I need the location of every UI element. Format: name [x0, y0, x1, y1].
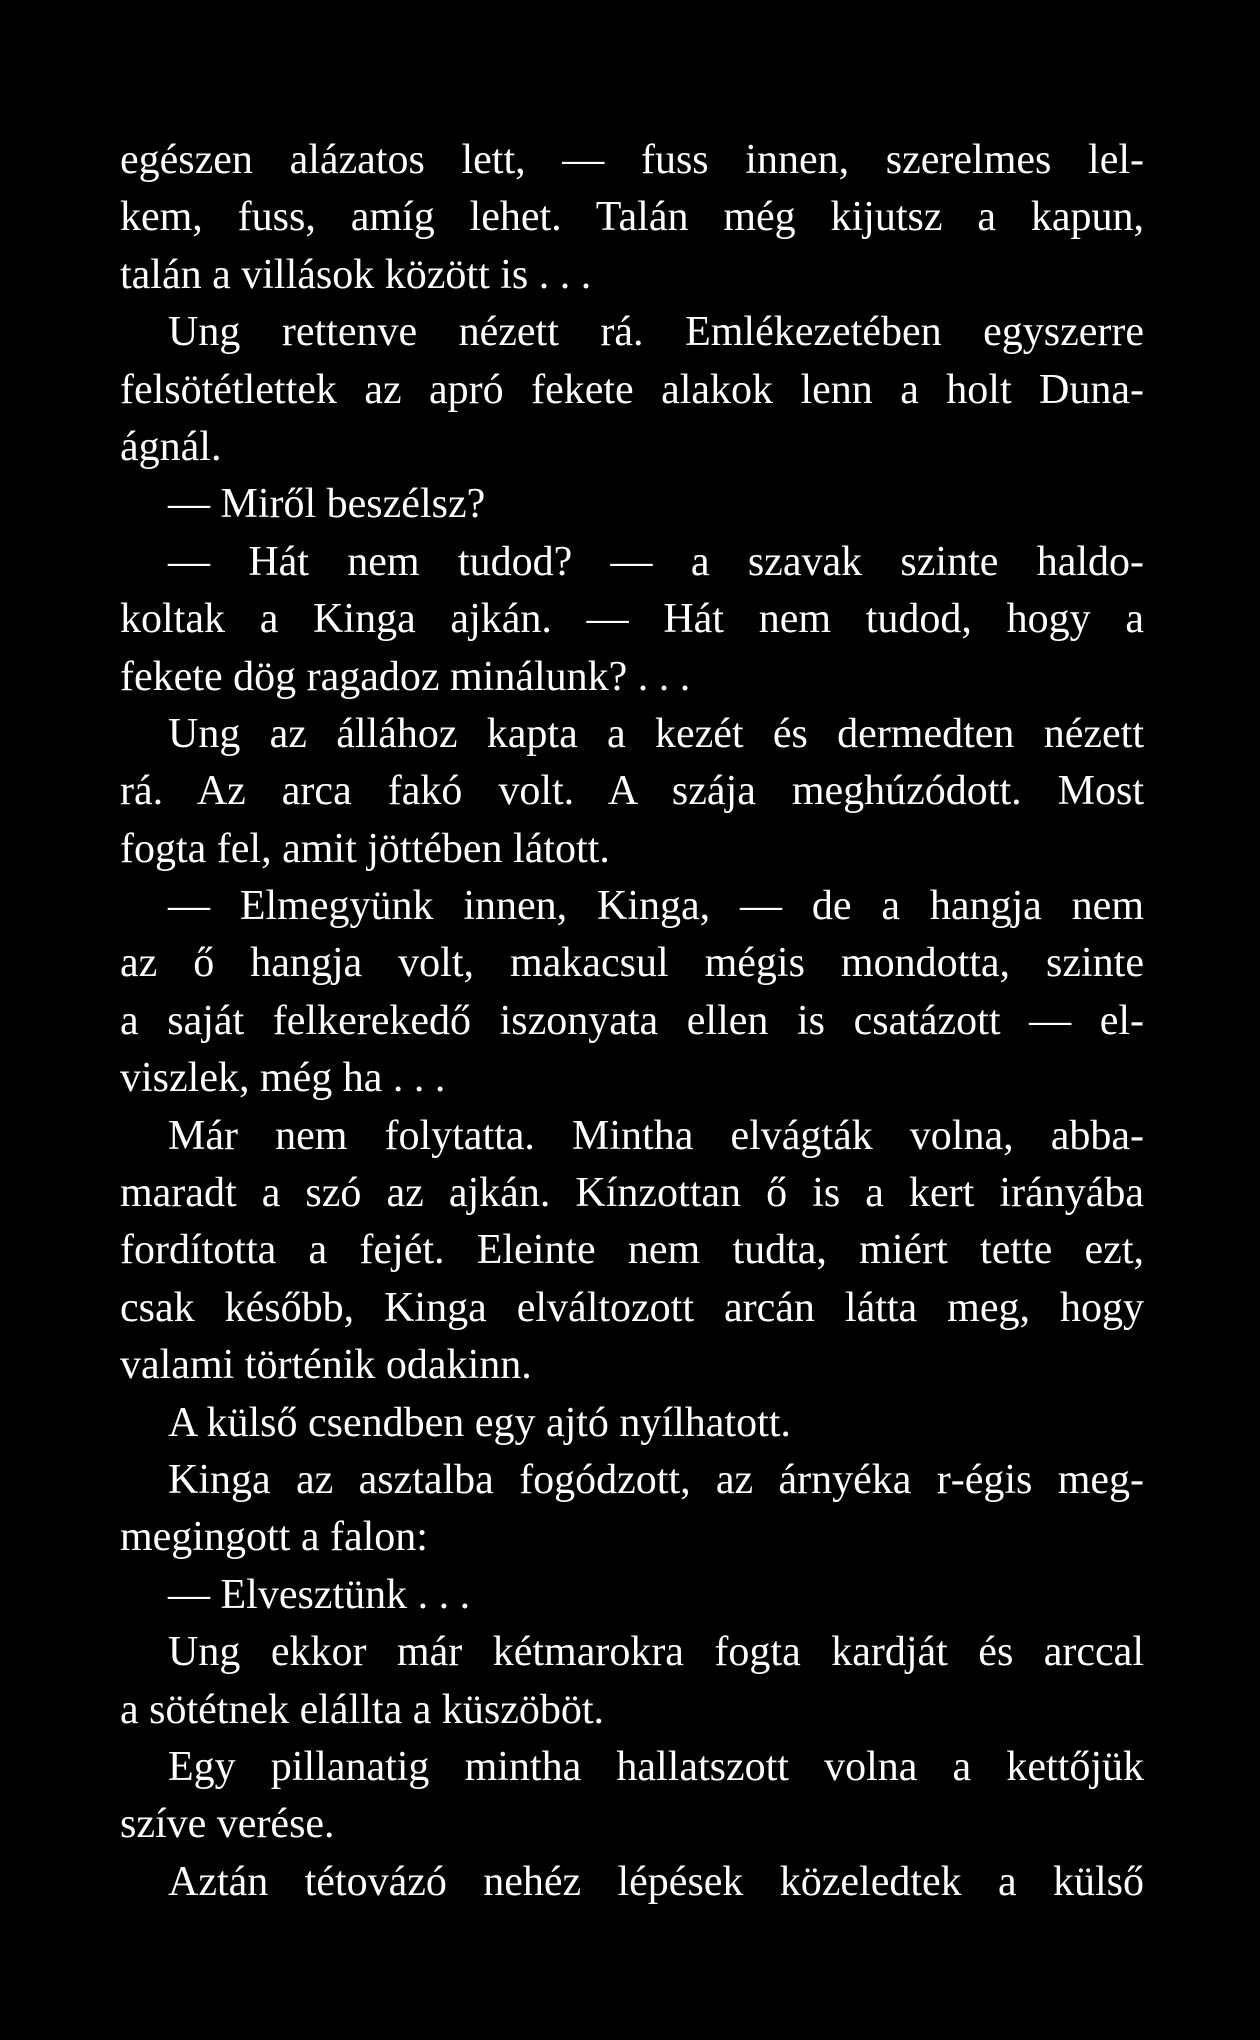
text-line: Ung rettenve nézett rá. Emlékezetében egyszerre — [168, 309, 1144, 356]
text-line: Már nem folytatta. Mintha elvágták volna, abba- — [168, 1112, 1144, 1159]
text-line: Aztán tétovázó nehéz lépések közeledtek a külső — [168, 1858, 1144, 1905]
text-line: fekete dög ragadoz minálunk? . . . — [120, 653, 691, 700]
text-line: az ő hangja volt, makacsul mégis mondotta, szinte — [120, 940, 1144, 987]
text-line: — Elvesztünk . . . — [168, 1571, 471, 1618]
body-text — [120, 132, 1144, 1911]
text-line: egészen alázatos lett, — fuss innen, szerelmes lel- — [120, 137, 1144, 183]
text-line: viszlek, még ha . . . — [120, 1055, 446, 1102]
text-line: A külső csendben egy ajtó nyílhatott. — [168, 1399, 791, 1446]
text-line: koltak a Kinga ajkán. — Hát nem tudod, hogy a — [120, 596, 1144, 643]
text-line: talán a villások között is . . . — [120, 251, 592, 298]
text-line: — Hát nem tudod? — a szavak szinte haldo- — [168, 538, 1144, 585]
text-line: rá. Az arca fakó volt. A szája meghúzódott. Most — [120, 768, 1144, 815]
text-line: szíve verése. — [120, 1801, 335, 1848]
text-line: valami történik odakinn. — [120, 1342, 532, 1389]
text-line: a saját felkerekedő iszonyata ellen is csatázott — el- — [120, 997, 1144, 1044]
text-line: fordította a fejét. Eleinte nem tudta, miért tette ezt, — [120, 1227, 1144, 1274]
text-line: csak később, Kinga elváltozott arcán látta meg, hogy — [120, 1284, 1144, 1331]
text-line: Egy pillanatig mintha hallatszott volna a kettőjük — [168, 1743, 1144, 1790]
text-line: ágnál. — [120, 423, 222, 470]
text-line: — Elmegyünk innen, Kinga, — de a hangja nem — [168, 883, 1144, 930]
text-line: fogta fel, amit jöttében látott. — [120, 825, 610, 872]
text-line: megingott a falon: — [120, 1514, 428, 1561]
text-line: maradt a szó az ajkán. Kínzottan ő is a kert irányába — [120, 1170, 1144, 1217]
text-line: Ung ekkor már kétmarokra fogta kardját és arccal — [168, 1629, 1144, 1676]
text-line: — Miről beszélsz? — [168, 481, 486, 528]
text-line: felsötétlettek az apró fekete alakok lenn a holt Duna- — [120, 366, 1144, 413]
text-line: kem, fuss, amíg lehet. Talán még kijutsz a kapun, — [120, 194, 1144, 241]
text-line: Kinga az asztalba fogódzott, az árnyéka r‑égis meg- — [168, 1456, 1144, 1503]
text-line: Ung az állához kapta a kezét és dermedten nézett — [168, 710, 1144, 757]
text-line: a sötétnek elállta a küszöböt. — [120, 1686, 605, 1733]
